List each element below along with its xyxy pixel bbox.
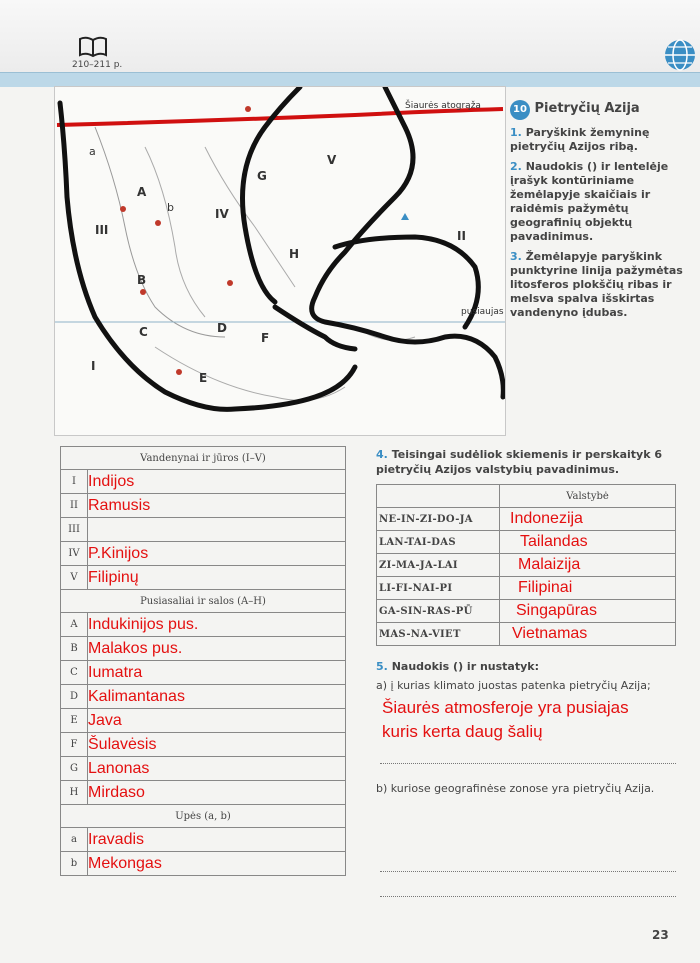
header-bar	[0, 72, 700, 87]
answer-field[interactable]: Ramusis	[88, 494, 346, 518]
table-row: LAN-TAI-DAS Tailandas	[377, 531, 676, 554]
map-label-H: H	[289, 247, 300, 261]
countries-table	[376, 484, 676, 646]
objects-table	[60, 446, 346, 876]
answer-field[interactable]: Filipinų	[88, 566, 346, 590]
answer-line	[380, 870, 676, 872]
table-row: C Iumatra	[61, 661, 346, 685]
map-label-I: I	[91, 359, 96, 373]
task-5a-text: a) į kurias klimato juostas patenka pietryčių Azija;	[376, 679, 651, 692]
table-row: NE-IN-ZI-DO-JA Indonezija	[377, 508, 676, 531]
answer-field[interactable]: Indonezija	[500, 508, 676, 531]
table-row: ZI-MA-JA-LAI Malaizija	[377, 554, 676, 577]
table-row: MAS-NA-VIET Vietnamas	[377, 623, 676, 646]
table-row: G Lanonas	[61, 757, 346, 781]
task-3-num: 3.	[510, 250, 522, 263]
task-5-num: 5.	[376, 660, 388, 673]
map-label-III: III	[95, 223, 109, 237]
answer-field[interactable]: Vietnamas	[500, 623, 676, 646]
answer-field[interactable]: Filipinai	[500, 577, 676, 600]
map-label-B: B	[137, 273, 147, 287]
map-label-G: G	[257, 169, 267, 183]
answer-field[interactable]: Malaizija	[500, 554, 676, 577]
task-3-text: Žemėlapyje paryškink punktyrine linija pažymėtas litosferos plokščių ribas ir melsva spalva išskirtas vandenyno įdubas.	[510, 250, 683, 319]
map-label-F: F	[261, 331, 270, 345]
task-5b-text: b) kuriose geografinėse zonose yra pietryčių Azija.	[376, 782, 655, 795]
side-tasks	[510, 100, 698, 326]
table-row: B Malakos pus.	[61, 637, 346, 661]
answer-field[interactable]: Šulavėsis	[88, 733, 346, 757]
table-row: GA-SIN-RAS-PŪ Singapūras	[377, 600, 676, 623]
table-row: LI-FI-NAI-PI Filipinai	[377, 577, 676, 600]
answer-field[interactable]: Tailandas	[500, 531, 676, 554]
tropic-label: Šiaurės atogrąža	[405, 101, 481, 111]
task-1-num: 1.	[510, 126, 522, 139]
answer-field[interactable]: Indukinijos pus.	[88, 613, 346, 637]
table-row: F Šulavėsis	[61, 733, 346, 757]
answer-field[interactable]: Mekongas	[88, 852, 346, 876]
answer-line	[380, 895, 676, 897]
map-label-IV: IV	[215, 207, 229, 221]
map-label-river-a: a	[89, 145, 96, 158]
globe-icon	[663, 38, 697, 72]
table-row: I Indijos	[61, 470, 346, 494]
answer-field[interactable]: Mirdaso	[88, 781, 346, 805]
table-row: A Indukinijos pus.	[61, 613, 346, 637]
table-row: V Filipinų	[61, 566, 346, 590]
table-row: E Java	[61, 709, 346, 733]
task-1-text: Paryškink žemyninę pietryčių Azijos ribą.	[510, 126, 650, 153]
task-5a-answer-1[interactable]: Šiaurės atmosferoje yra pusiajas	[382, 698, 629, 717]
rivers-header: Upės (a, b)	[61, 805, 346, 828]
answer-field[interactable]: Indijos	[88, 470, 346, 494]
oceans-header: Vandenynai ir jūros (I–V)	[61, 447, 346, 470]
map-label-II: II	[457, 229, 466, 243]
task-2-text: Naudokis () ir lentelėje įrašyk kontūriniame žemėlapyje skaičiais ir raidėmis pažymėtų geografinių objektų pavadinimus.	[510, 160, 669, 243]
answer-field[interactable]: Iumatra	[88, 661, 346, 685]
answer-field[interactable]	[88, 518, 346, 542]
table-row: a Iravadis	[61, 828, 346, 852]
map-drawing	[55, 87, 505, 435]
answer-field[interactable]: Java	[88, 709, 346, 733]
table-row: IV P.Kinijos	[61, 542, 346, 566]
map-label-E: E	[199, 371, 208, 385]
answer-field[interactable]: P.Kinijos	[88, 542, 346, 566]
task-5	[376, 660, 686, 692]
peninsulas-header: Pusiasaliai ir salos (A–H)	[61, 590, 346, 613]
map-label-C: C	[139, 325, 148, 339]
task-5-intro: Naudokis () ir nustatyk:	[391, 660, 539, 673]
countries-col-header: Valstybė	[500, 485, 676, 508]
answer-line	[380, 762, 676, 764]
section-title: Pietryčių Azija	[534, 101, 640, 116]
map-label-A: A	[137, 185, 147, 199]
table-row: D Kalimantanas	[61, 685, 346, 709]
equator-label: pusiaujas	[461, 307, 504, 317]
answer-field[interactable]: Kalimantanas	[88, 685, 346, 709]
task-2-num: 2.	[510, 160, 522, 173]
page-reference: 210–211 p.	[72, 60, 123, 70]
answer-field[interactable]: Lanonas	[88, 757, 346, 781]
contour-map	[54, 86, 506, 436]
task-4-text: Teisingai sudėliok skiemenis ir perskaityk 6 pietryčių Azijos valstybių pavadinimus.	[376, 448, 663, 476]
table-row: II Ramusis	[61, 494, 346, 518]
map-label-V: V	[327, 153, 337, 167]
answer-field[interactable]: Singapūras	[500, 600, 676, 623]
table-row: H Mirdaso	[61, 781, 346, 805]
table-row: b Mekongas	[61, 852, 346, 876]
book-icon	[78, 36, 108, 58]
map-label-river-b: b	[167, 201, 174, 214]
answer-field[interactable]: Malakos pus.	[88, 637, 346, 661]
task-5a-answer-2[interactable]: kuris kerta daug šalių	[382, 722, 543, 741]
page-number: 23	[652, 928, 669, 942]
answer-field[interactable]: Iravadis	[88, 828, 346, 852]
task-4-num: 4.	[376, 448, 388, 461]
task-4	[376, 447, 676, 477]
table-row: III	[61, 518, 346, 542]
task-badge: 10	[510, 100, 530, 120]
map-label-D: D	[217, 321, 227, 335]
